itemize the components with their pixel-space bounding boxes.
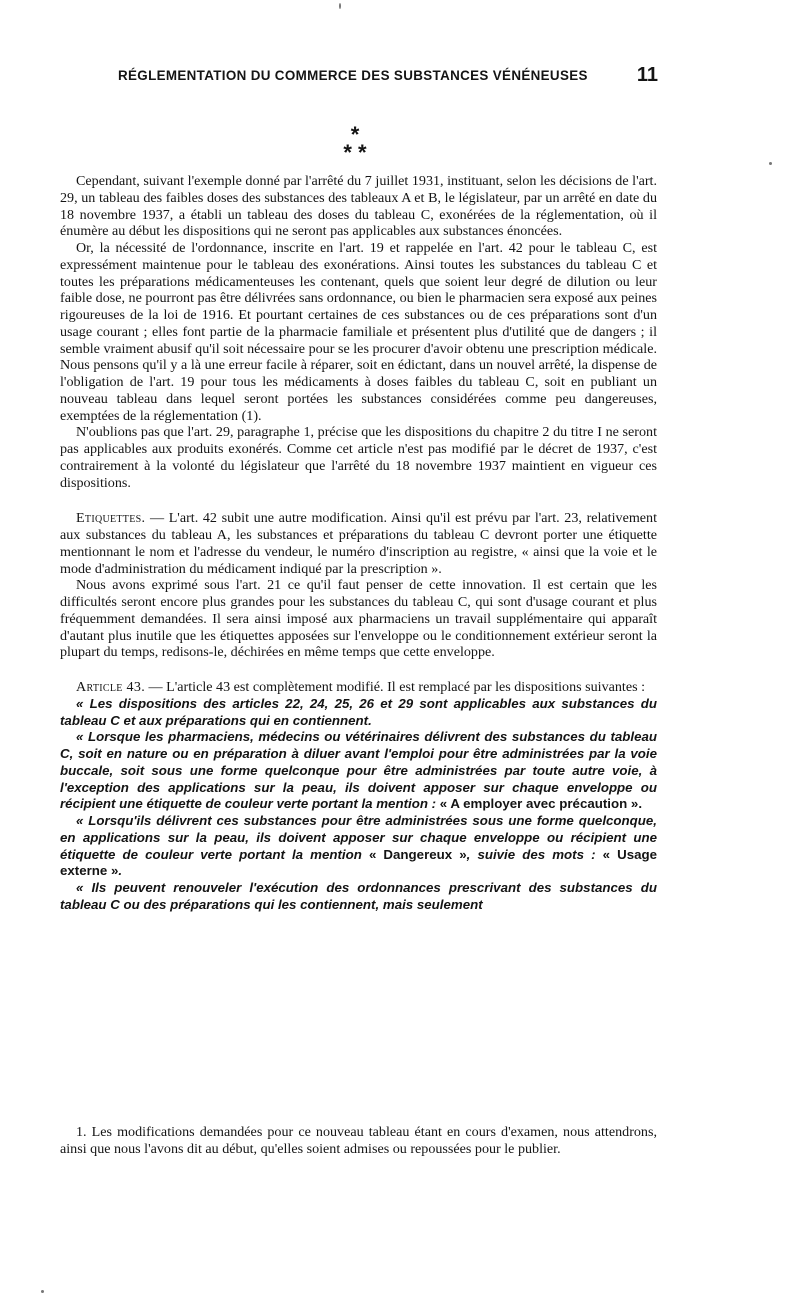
running-title: RÉGLEMENTATION DU COMMERCE DES SUBSTANCES VÉNÉNEUSES bbox=[118, 68, 588, 83]
paragraph-5: Nous avons exprimé sous l'art. 21 ce qu'il faut penser de cette innovation. Il est certain que les difficultés seront encore plus grandes pour les substances du tableau C, qui sont d'usage courant et plus fréquemment demandées. Il sera ainsi imposé aux pharmaciens un travail supplémentaire qui apparaît d'autant plus inutile que les étiquettes apposées sur l'enveloppe ou le conditionnement extérieur seront la plupart du temps, redisons-le, déchirées en même temps que cette enveloppe. bbox=[60, 577, 657, 661]
paragraph-2 bbox=[60, 240, 657, 424]
quoted-provision-3-link: , suivie des mots : bbox=[466, 846, 603, 862]
footnote bbox=[60, 1124, 657, 1158]
quoted-provision-4: « Ils peuvent renouveler l'exécution des ordonnances prescrivant des substances du tableau C ou des préparations qui les contiennent, mais seulement bbox=[60, 880, 657, 912]
footnote-text: 1. Les modifications demandées pour ce nouveau tableau étant en cours d'examen, nous attendrons, ainsi que nous l'avons dit au début, qu'elles soient admises ou repoussées pour le publier. bbox=[60, 1124, 657, 1157]
quoted-provision-3 bbox=[60, 813, 657, 880]
section-asterism bbox=[320, 122, 390, 173]
footnote-reference: (1). bbox=[241, 407, 262, 424]
quoted-provision-1: « Les dispositions des articles 22, 24, 25, 26 et 29 sont applicables aux substances du tableau C et aux préparations qui en contiennent. bbox=[60, 695, 657, 728]
asterism-bottom: * * bbox=[343, 140, 367, 165]
page-number: 11 bbox=[636, 64, 658, 86]
etiquettes-heading: Etiquettes. bbox=[76, 510, 146, 527]
mention-usage-externe: « Usage externe » bbox=[60, 846, 658, 879]
paragraph-article-43 bbox=[60, 679, 657, 696]
page-header bbox=[118, 64, 658, 92]
mention-a-employer: « A employer avec précaution ». bbox=[439, 796, 643, 812]
scan-speck bbox=[769, 162, 772, 165]
etiquettes-text: — L'art. 42 subit une autre modification. Ainsi qu'il est prévu par l'art. 23, relativement aux substances du tableau A, les substances et préparations du tableau C devront porter une étiquette mentionnant le nom et l'adresse du vendeur, le numéro d'inscription au registre, « ainsi que la voie et le mode d'administration du médicament indiqué par la prescription ». bbox=[60, 510, 657, 577]
scan-speck bbox=[41, 1290, 44, 1293]
paragraph-2-text: Or, la nécessité de l'ordonnance, inscrite en l'art. 19 et rappelée en l'art. 42 pour le tableau C, est expressément maintenue pour le tableau des exonérations. Ainsi toutes les substances du tableau C et toutes les préparations médicamenteuses les contenant, quels que soient leur degré de dilution ou leur faible dose, ne pourront pas être délivrées sans ordonnance, ou bien le pharmacien sera exposé aux peines rigoureuses de la loi de 1916. Et pourtant certaines de ces substances ou de ces préparations sont d'un usage courant ; elles font partie de la pharmacie familiale et présentent plus d'utilité que de dangers ; il semble vraiment abusif qu'il soit nécessaire pour se les procurer d'avoir obtenu une prescription médicale. Nous pensons qu'il y a là une erreur facile à réparer, soit en édictant, dans un nouvel arrêté, la dispense de l'obligation de l'art. 19 pour tous les médicaments à doses faibles du tableau C, soit en publiant un nouveau tableau dans lequel seront portées les substances considérées comme peu dangereuses, exemptées de la réglementation bbox=[60, 240, 657, 424]
asterism-top: * bbox=[350, 122, 360, 147]
paragraph-1: Cependant, suivant l'exemple donné par l'arrêté du 7 juillet 1931, instituant, selon les décisions de l'art. 29, un tableau des faibles doses des substances des tableaux A et B, le législateur, par un arrêté en date du 18 novembre 1937, a établi un tableau des doses du tableau C, exonérées de la réglementation, où il énumère au début les dispositions qui ne seront pas applicables aux substances énoncées. bbox=[60, 173, 657, 240]
article-43-text: — L'article 43 est complètement modifié. Il est remplacé par les dispositions suivantes : bbox=[145, 679, 646, 695]
quoted-provision-2 bbox=[60, 729, 657, 813]
body-text bbox=[60, 173, 657, 914]
article-43-heading: Article 43. bbox=[76, 679, 146, 695]
quoted-provision-3-text: « Lorsqu'ils délivrent ces substances pour être administrées sous une forme quelconque, en applications sur la peau, ils doivent apposer sur chaque enveloppe ou récipient une étiquette de couleur verte portant la mention bbox=[60, 813, 657, 862]
mention-dangereux: « Dangereux » bbox=[368, 846, 467, 862]
paragraph-3: N'oublions pas que l'art. 29, paragraphe 1, précise que les dispositions du chapitre 2 du titre I ne seront pas applicables aux produits exonérés. Comme cet article n'est pas modifié par le décret de 1937, c'est contrairement à la volonté du législateur que l'arrêté du 18 novembre 1937 maintient en vigueur ces dispositions. bbox=[60, 424, 657, 491]
quoted-provision-2-text: « Lorsque les pharmaciens, médecins ou vétérinaires délivrent des substances du tableau C, soit en nature ou en préparation à diluer avant l'emploi pour être administrées par la voie buccale, soit sous une forme quelconque pour être administrées par toute autre voie, à l'exception des applications sur la peau, ils doivent apposer sur chaque enveloppe ou récipient une étiquette de couleur verte portant la mention : bbox=[60, 729, 657, 812]
scan-speck bbox=[339, 3, 341, 9]
quoted-provision-3-end: . bbox=[118, 863, 123, 879]
paragraph-etiquettes bbox=[60, 510, 657, 577]
